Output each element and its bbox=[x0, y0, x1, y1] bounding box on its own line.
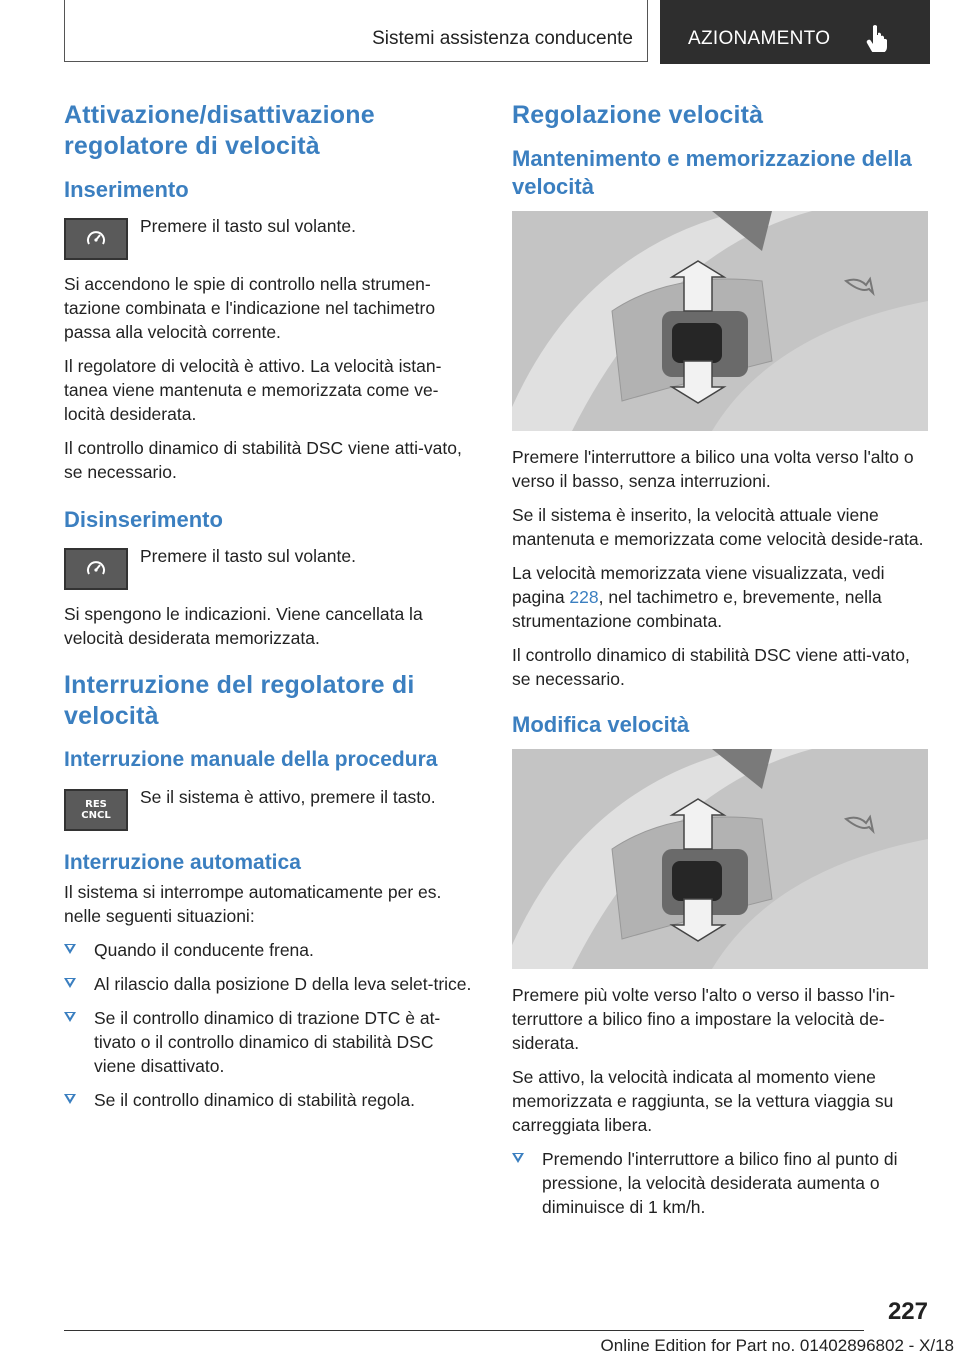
button-instruction-cancel bbox=[64, 785, 478, 829]
paragraph: La velocità memorizzata viene visualizzata, vedi pagina 228, nel tachimetro e, brevemente, nella strumentazione combinata. bbox=[512, 563, 885, 631]
section-heading-speed-regulation: Regolazione velocità bbox=[512, 101, 764, 129]
triangle-bullet-icon bbox=[64, 944, 76, 954]
edition-text: Online Edition for Part no. 01402896802 - X/18 bbox=[600, 1336, 954, 1355]
heading-disinserimento: Disinserimento bbox=[64, 507, 223, 532]
triangle-bullet-icon bbox=[64, 1094, 76, 1104]
left-column bbox=[64, 100, 478, 1122]
paragraph: Premere più volte verso l'alto o verso il basso l'in‐terruttore a bilico fino a impostare la velocità de‐siderata. bbox=[512, 985, 896, 1053]
chapter-tab bbox=[660, 0, 930, 64]
heading-change-speed: Modifica velocità bbox=[512, 712, 690, 737]
page-header bbox=[64, 0, 930, 64]
paragraph: Il sistema si interrompe automaticamente per es. nelle seguenti situazioni: bbox=[64, 882, 442, 926]
paragraph: Premere l'interruttore a bilico una volta verso l'alto o verso il basso, senza interruzioni. bbox=[512, 447, 914, 491]
heading-manual-interruption: Interruzione manuale della procedura bbox=[64, 748, 438, 771]
heading-maintain-store: Mantenimento e memorizzazione della velocità bbox=[512, 146, 912, 199]
button-label-cncl: CNCL bbox=[81, 810, 111, 821]
page-reference-link[interactable]: 228 bbox=[569, 587, 599, 607]
paragraph: Si accendono le spie di controllo nella strumen‐tazione combinata e l'indicazione nel tachimetro passa alla velocità corrente. bbox=[64, 274, 436, 342]
section-tab bbox=[64, 0, 648, 62]
section-heading-interruption: Interruzione del regolatore di velocità bbox=[64, 671, 415, 730]
list-item: Se il controllo dinamico di stabilità regola. bbox=[64, 1088, 478, 1112]
cruise-control-button-icon bbox=[64, 218, 128, 260]
paragraph: Il controllo dinamico di stabilità DSC viene atti‐vato, se necessario. bbox=[512, 645, 910, 689]
triangle-bullet-icon bbox=[64, 978, 76, 988]
change-speed-list bbox=[512, 1147, 928, 1219]
list-item: Quando il conducente frena. bbox=[64, 938, 478, 962]
triangle-bullet-icon bbox=[512, 1153, 524, 1163]
page-number: 227 bbox=[887, 1298, 928, 1325]
section-title: Sistemi assistenza conducente bbox=[372, 28, 633, 49]
speedometer-icon bbox=[84, 559, 108, 579]
button-label-res: RES bbox=[85, 799, 107, 810]
cruise-control-button-icon bbox=[64, 548, 128, 590]
paragraph: Se attivo, la velocità indicata al momento viene memorizzata e raggiunta, se la vettura viaggia su carreggiata libera. bbox=[512, 1067, 894, 1135]
auto-interruption-list bbox=[64, 938, 478, 1112]
speedometer-icon bbox=[84, 229, 108, 249]
paragraph: Il regolatore di velocità è attivo. La velocità istan‐tanea viene mantenuta e memorizzata come ve‐locità desiderata. bbox=[64, 356, 442, 424]
list-item: Se il controllo dinamico di trazione DTC è at‐tivato o il controllo dinamico di stabilità DSC viene disattivato. bbox=[64, 1006, 478, 1078]
steering-wheel-rocker-image bbox=[512, 749, 928, 969]
triangle-bullet-icon bbox=[64, 1012, 76, 1022]
section-heading-activation: Attivazione/disattivazione regolatore di velocità bbox=[64, 101, 375, 160]
hand-pointer-icon bbox=[866, 24, 888, 52]
paragraph: Se il sistema è inserito, la velocità attuale viene mantenuta e memorizzata come velocità deside‐rata. bbox=[512, 505, 924, 549]
paragraph: Il controllo dinamico di stabilità DSC viene atti‐vato, se necessario. bbox=[64, 438, 462, 482]
list-item: Al rilascio dalla posizione D della leva selet‐trice. bbox=[64, 972, 478, 996]
chapter-title: AZIONAMENTO bbox=[688, 28, 831, 49]
button-instruction-off bbox=[64, 544, 478, 588]
instruction-text: Premere il tasto sul volante. bbox=[140, 216, 356, 236]
res-cncl-button-icon bbox=[64, 789, 128, 831]
heading-inserimento: Inserimento bbox=[64, 177, 189, 202]
right-column bbox=[512, 100, 928, 1229]
instruction-text: Premere il tasto sul volante. bbox=[140, 546, 356, 566]
footer-rule bbox=[64, 1330, 864, 1331]
heading-auto-interruption: Interruzione automatica bbox=[64, 851, 301, 874]
paragraph: Si spengono le indicazioni. Viene cancellata la velocità desiderata memorizzata. bbox=[64, 604, 423, 648]
steering-wheel-rocker-image bbox=[512, 211, 928, 431]
instruction-text: Se il sistema è attivo, premere il tasto. bbox=[140, 787, 436, 807]
list-item: Premendo l'interruttore a bilico fino al punto di pressione, la velocità desiderata aumenta o diminuisce di 1 km/h. bbox=[512, 1147, 928, 1219]
button-instruction-on bbox=[64, 214, 478, 258]
